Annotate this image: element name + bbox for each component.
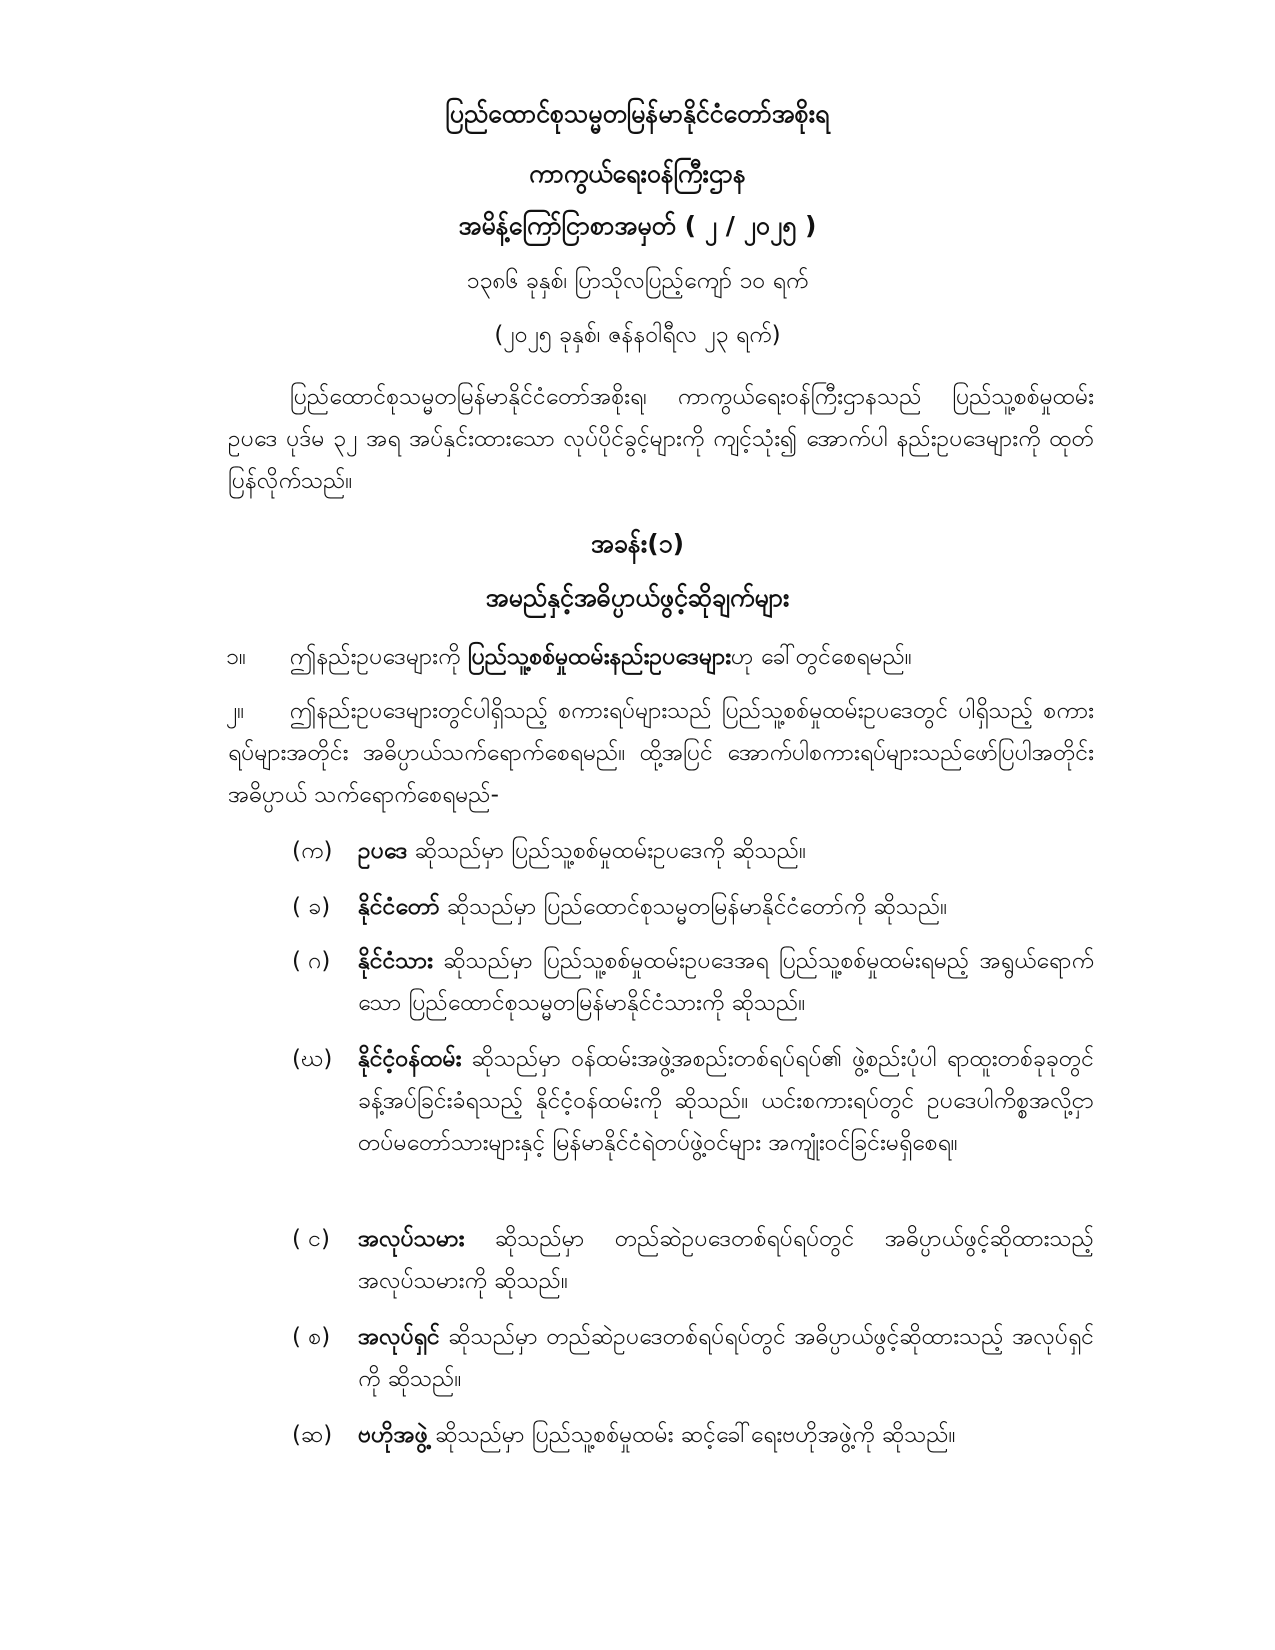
definition-item: နိုင်ငံသား ဆိုသည်မှာ ပြည်သူ့စစ်မှုထမ်းဥပဒေအရ ပြည်သူ့စစ်မှုထမ်းရမည့် အရွယ်ရောက်သော ပြည်ထောင်စုသမ္မတမြန်မာနိုင်ငံသားကို ဆိုသည်။ xyxy=(358,948,1094,1016)
section-1-text: ဤနည်းဥပဒေများကို ပြည်သူ့စစ်မှုထမ်းနည်းဥပဒေများဟု ခေါ်တွင်စေရမည်။ xyxy=(290,644,912,670)
definition-label: (ဆ) xyxy=(292,1422,333,1448)
definition-label: (ဃ) xyxy=(292,1046,333,1072)
definition-item: ဥပဒေ ဆိုသည်မှာ ပြည်သူ့စစ်မှုထမ်းဥပဒေကို ဆိုသည်။ xyxy=(358,838,807,864)
definition-term: အလုပ်သမား xyxy=(358,1226,465,1252)
definition-term: နိုင်ငံ့ဝန်ထမ်း xyxy=(358,1046,462,1072)
definition-term: နိုင်ငံသား xyxy=(358,948,433,974)
chapter-number: အခန်း(၁) xyxy=(590,529,685,558)
definition-item: အလုပ်သမား ဆိုသည်မှာ တည်ဆဲဥပဒေတစ်ရပ်ရပ်တွင် အဓိပ္ပာယ်ဖွင့်ဆိုထားသည့် အလုပ်သမားကို ဆိုသည်။ xyxy=(358,1226,1094,1294)
government-title: ပြည်ထောင်စုသမ္မတမြန်မာနိုင်ငံတော်အစိုးရ xyxy=(445,99,830,128)
definition-label: (က) xyxy=(292,838,333,864)
definition-item: နိုင်ငံ့ဝန်ထမ်း ဆိုသည်မှာ ဝန်ထမ်းအဖွဲ့အစည်းတစ်ရပ်ရပ်၏ ဖွဲ့စည်းပုံပါ ရာထူးတစ်ခုခုတွင် ခန့်အပ်ခြင်းခံရသည့် နိုင်ငံ့ဝန်ထမ်းကို ဆိုသည်။ ယင်းစကားရပ်တွင် ဥပဒေပါကိစ္စအလို့ငှာ တပ်မတော်သားများနှင့် မြန်မာနိုင်ငံရဲတပ်ဖွဲ့ဝင်များ အကျုံးဝင်ခြင်းမရှိစေရ။ xyxy=(358,1046,1094,1156)
definition-label: ( စ) xyxy=(292,1324,331,1350)
definition-item: နိုင်ငံတော် ဆိုသည်မှာ ပြည်ထောင်စုသမ္မတမြန်မာနိုင်ငံတော်ကို ဆိုသည်။ xyxy=(358,894,948,920)
definition-term: ဗဟိုအဖွဲ့ xyxy=(358,1422,428,1448)
section-number: ၁။ xyxy=(226,644,246,670)
date-gregorian: (၂၀၂၅ ခုနှစ်၊ ဇန်နဝါရီလ ၂၃ ရက်) xyxy=(494,322,781,348)
date-myanmar: ၁၃၈၆ ခုနှစ်၊ ပြာသိုလပြည့်ကျော် ၁၀ ရက် xyxy=(466,268,809,294)
definition-label: ( ဂ) xyxy=(292,948,331,974)
definition-item: ဗဟိုအဖွဲ့ ဆိုသည်မှာ ပြည်သူ့စစ်မှုထမ်း ဆင့်ခေါ်ရေးဗဟိုအဖွဲ့ကို ဆိုသည်။ xyxy=(358,1422,956,1448)
preamble-paragraph: ပြည်ထောင်စုသမ္မတမြန်မာနိုင်ငံတော်အစိုးရ၊ ကာကွယ်ရေးဝန်ကြီးဌာနသည် ပြည်သူ့စစ်မှုထမ်းဥပဒေ ပုဒ်မ ၃၂ အရ အပ်နှင်းထားသော လုပ်ပိုင်ခွင့်များကို ကျင့်သုံး၍ အောက်ပါ နည်းဥပဒေများကို ထုတ်ပြန်လိုက်သည်။ xyxy=(228,384,1094,494)
section-number: ၂။ xyxy=(226,698,245,724)
definition-item: အလုပ်ရှင် ဆိုသည်မှာ တည်ဆဲဥပဒေတစ်ရပ်ရပ်တွင် အဓိပ္ပာယ်ဖွင့်ဆိုထားသည့် အလုပ်ရှင်ကို ဆိုသည်။ xyxy=(358,1324,1094,1392)
section-2-text: ဤနည်းဥပဒေများတွင်ပါရှိသည့် စကားရပ်များသည် ပြည်သူ့စစ်မှုထမ်းဥပဒေတွင် ပါရှိသည့် စကားရပ်များအတိုင်း အဓိပ္ပာယ်သက်ရောက်စေရမည်။ ထို့အပြင် အောက်ပါစကားရပ်များသည်ဖော်ပြပါအတိုင်း အဓိပ္ပာယ် သက်ရောက်စေရမည်- xyxy=(228,698,1094,808)
definition-label: ( ခ) xyxy=(292,894,331,920)
definition-term: ဥပဒေ xyxy=(358,838,408,864)
definition-term: နိုင်ငံတော် xyxy=(358,894,440,920)
chapter-title: အမည်နှင့်အဓိပ္ပာယ်ဖွင့်ဆိုချက်များ xyxy=(485,583,790,612)
notification-number: အမိန့်ကြော်ငြာစာအမှတ် ( ၂ / ၂၀၂၅ ) xyxy=(458,211,817,240)
rules-name: ပြည်သူ့စစ်မှုထမ်းနည်းဥပဒေများ xyxy=(467,644,732,670)
definition-label: ( င) xyxy=(292,1226,331,1252)
definition-term: အလုပ်ရှင် xyxy=(358,1324,440,1350)
ministry-title: ကာကွယ်ရေးဝန်ကြီးဌာန xyxy=(529,159,746,188)
